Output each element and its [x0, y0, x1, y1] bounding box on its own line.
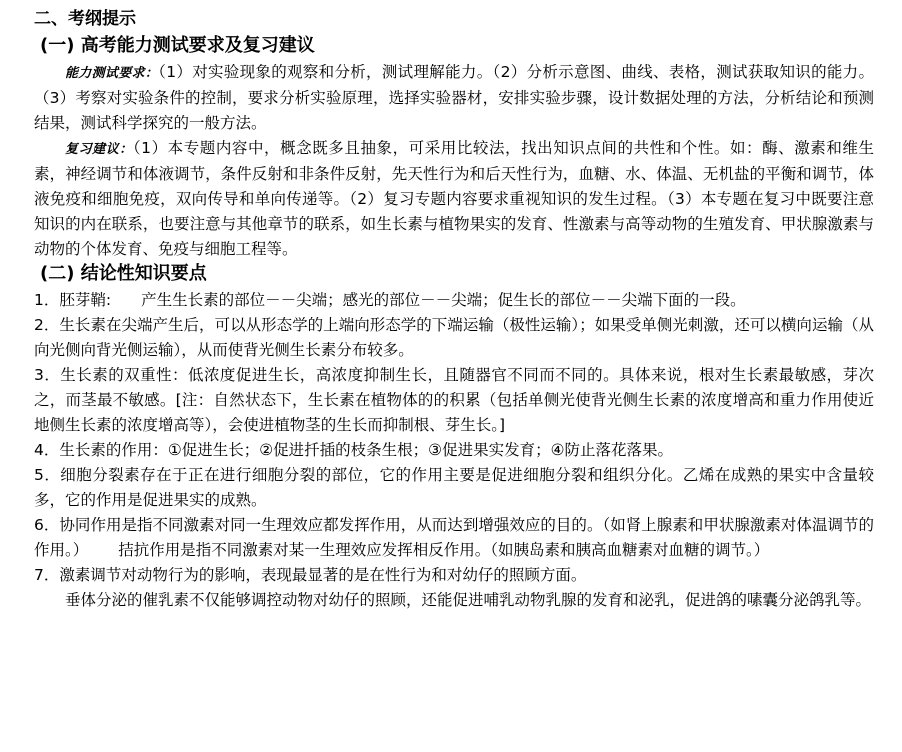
- item-text: 生长素的作用：①促进生长；②促进扦插的枝条生根；③促进果实发育；④防止落花落果。: [59, 441, 673, 459]
- item-number: 7．: [34, 566, 60, 584]
- review-text: （1）本专题内容中，概念既多且抽象，可采用比较法，找出知识点间的共性和个性。如：酶、激素和维生素，神经调节和体液调节，条件反射和非条件反射，先天性行为和后天性行为，血糖、水、体温、无机盐的平衡和调节，体液免疫和细胞免疫，双向传导和单向传递等。（2）复习专题内容要求重视知识的发生过程。（3）本专题在复习中既要注意知识的内在联系，也要注意与其他章节的联系，如生长素与植物果实的发育、性激素与高等动物的生殖发育、甲状腺激素与动物的个体发育、免疫与细胞工程等。: [34, 139, 874, 258]
- item-text-antagonism: 拮抗作用是指不同激素对某一生理效应发挥相反作用。（如胰岛素和胰高血糖素对血糖的调节。）: [118, 541, 770, 559]
- ability-requirements-paragraph: [34, 60, 874, 136]
- part2-title: (二) 结论性知识要点: [40, 263, 207, 284]
- review-label: 复习建议：: [65, 142, 133, 157]
- ability-text: （1）对实验现象的观察和分析，测试理解能力。（2）分析示意图、曲线、表格，测试获取知识的能力。（3）考察对实验条件的控制，要求分析实验原理，选择实验器材，安排实验步骤，设计数据处理的方法，分析结论和预测结果，测试科学探究的一般方法。: [34, 63, 874, 132]
- knowledge-item-7: [34, 563, 874, 588]
- knowledge-item-1: [34, 288, 874, 313]
- knowledge-item-7-continuation: 垂体分泌的催乳素不仅能够调控动物对幼仔的照顾，还能促进哺乳动物乳腺的发育和泌乳，促进鸽的嗉囊分泌鸽乳等。: [65, 591, 872, 609]
- item-number: 2．: [34, 316, 60, 334]
- item-text: 生长素的双重性：低浓度促进生长，高浓度抑制生长，且随器官不同而不同的。具体来说，根对生长素最敏感，芽次之，而茎最不敏感。[注：自然状态下，生长素在植物体的的积累（包括单侧光使背光侧生长素的浓度增高和重力作用使近地侧生长素的浓度增高等），会使进植物茎的生长而抑制根、芽生长。]: [34, 366, 874, 434]
- page-cutoff: [0, 735, 902, 752]
- item-text: 生长素在尖端产生后，可以从形态学的上端向形态学的下端运输（极性运输）；如果受单侧光刺激，还可以横向运输（从向光侧向背光侧运输），从而使背光侧生长素分布较多。: [34, 316, 874, 359]
- part1-title: (一) 高考能力测试要求及复习建议: [40, 35, 315, 56]
- section-title: 二、考纲提示: [34, 9, 136, 29]
- item-text: 产生生长素的部位－－尖端；感光的部位－－尖端；促生长的部位－－尖端下面的一段。: [141, 291, 746, 309]
- document-page: [34, 8, 874, 613]
- item-text: 细胞分裂素存在于正在进行细胞分裂的部位，它的作用主要是促进细胞分裂和组织分化。乙烯在成熟的果实中含量较多，它的作用是促进果实的成熟。: [34, 466, 874, 509]
- item-number: 3．: [34, 366, 61, 384]
- review-suggestions-paragraph: [34, 136, 874, 262]
- knowledge-item-5: [34, 463, 874, 513]
- item-number: 6．: [34, 516, 60, 534]
- item-text-synergy: 协同作用是指不同激素对同一生理效应都发挥作用，从而达到增强效应的目的。（如肾上腺素和甲状腺激素对体温调节的作用。）: [34, 516, 874, 559]
- knowledge-item-4: [34, 438, 874, 463]
- item-number: 1．: [34, 291, 60, 309]
- knowledge-item-2: [34, 313, 874, 363]
- ability-label: 能力测试要求：: [65, 66, 159, 81]
- item-text: 激素调节对动物行为的影响，表现最显著的是在性行为和对幼仔的照顾方面。: [59, 566, 587, 584]
- knowledge-item-6: [34, 513, 874, 563]
- item-term: 胚芽鞘:: [59, 291, 112, 309]
- item-number: 5．: [34, 466, 61, 484]
- item-number: 4．: [34, 441, 60, 459]
- knowledge-item-3: [34, 363, 874, 438]
